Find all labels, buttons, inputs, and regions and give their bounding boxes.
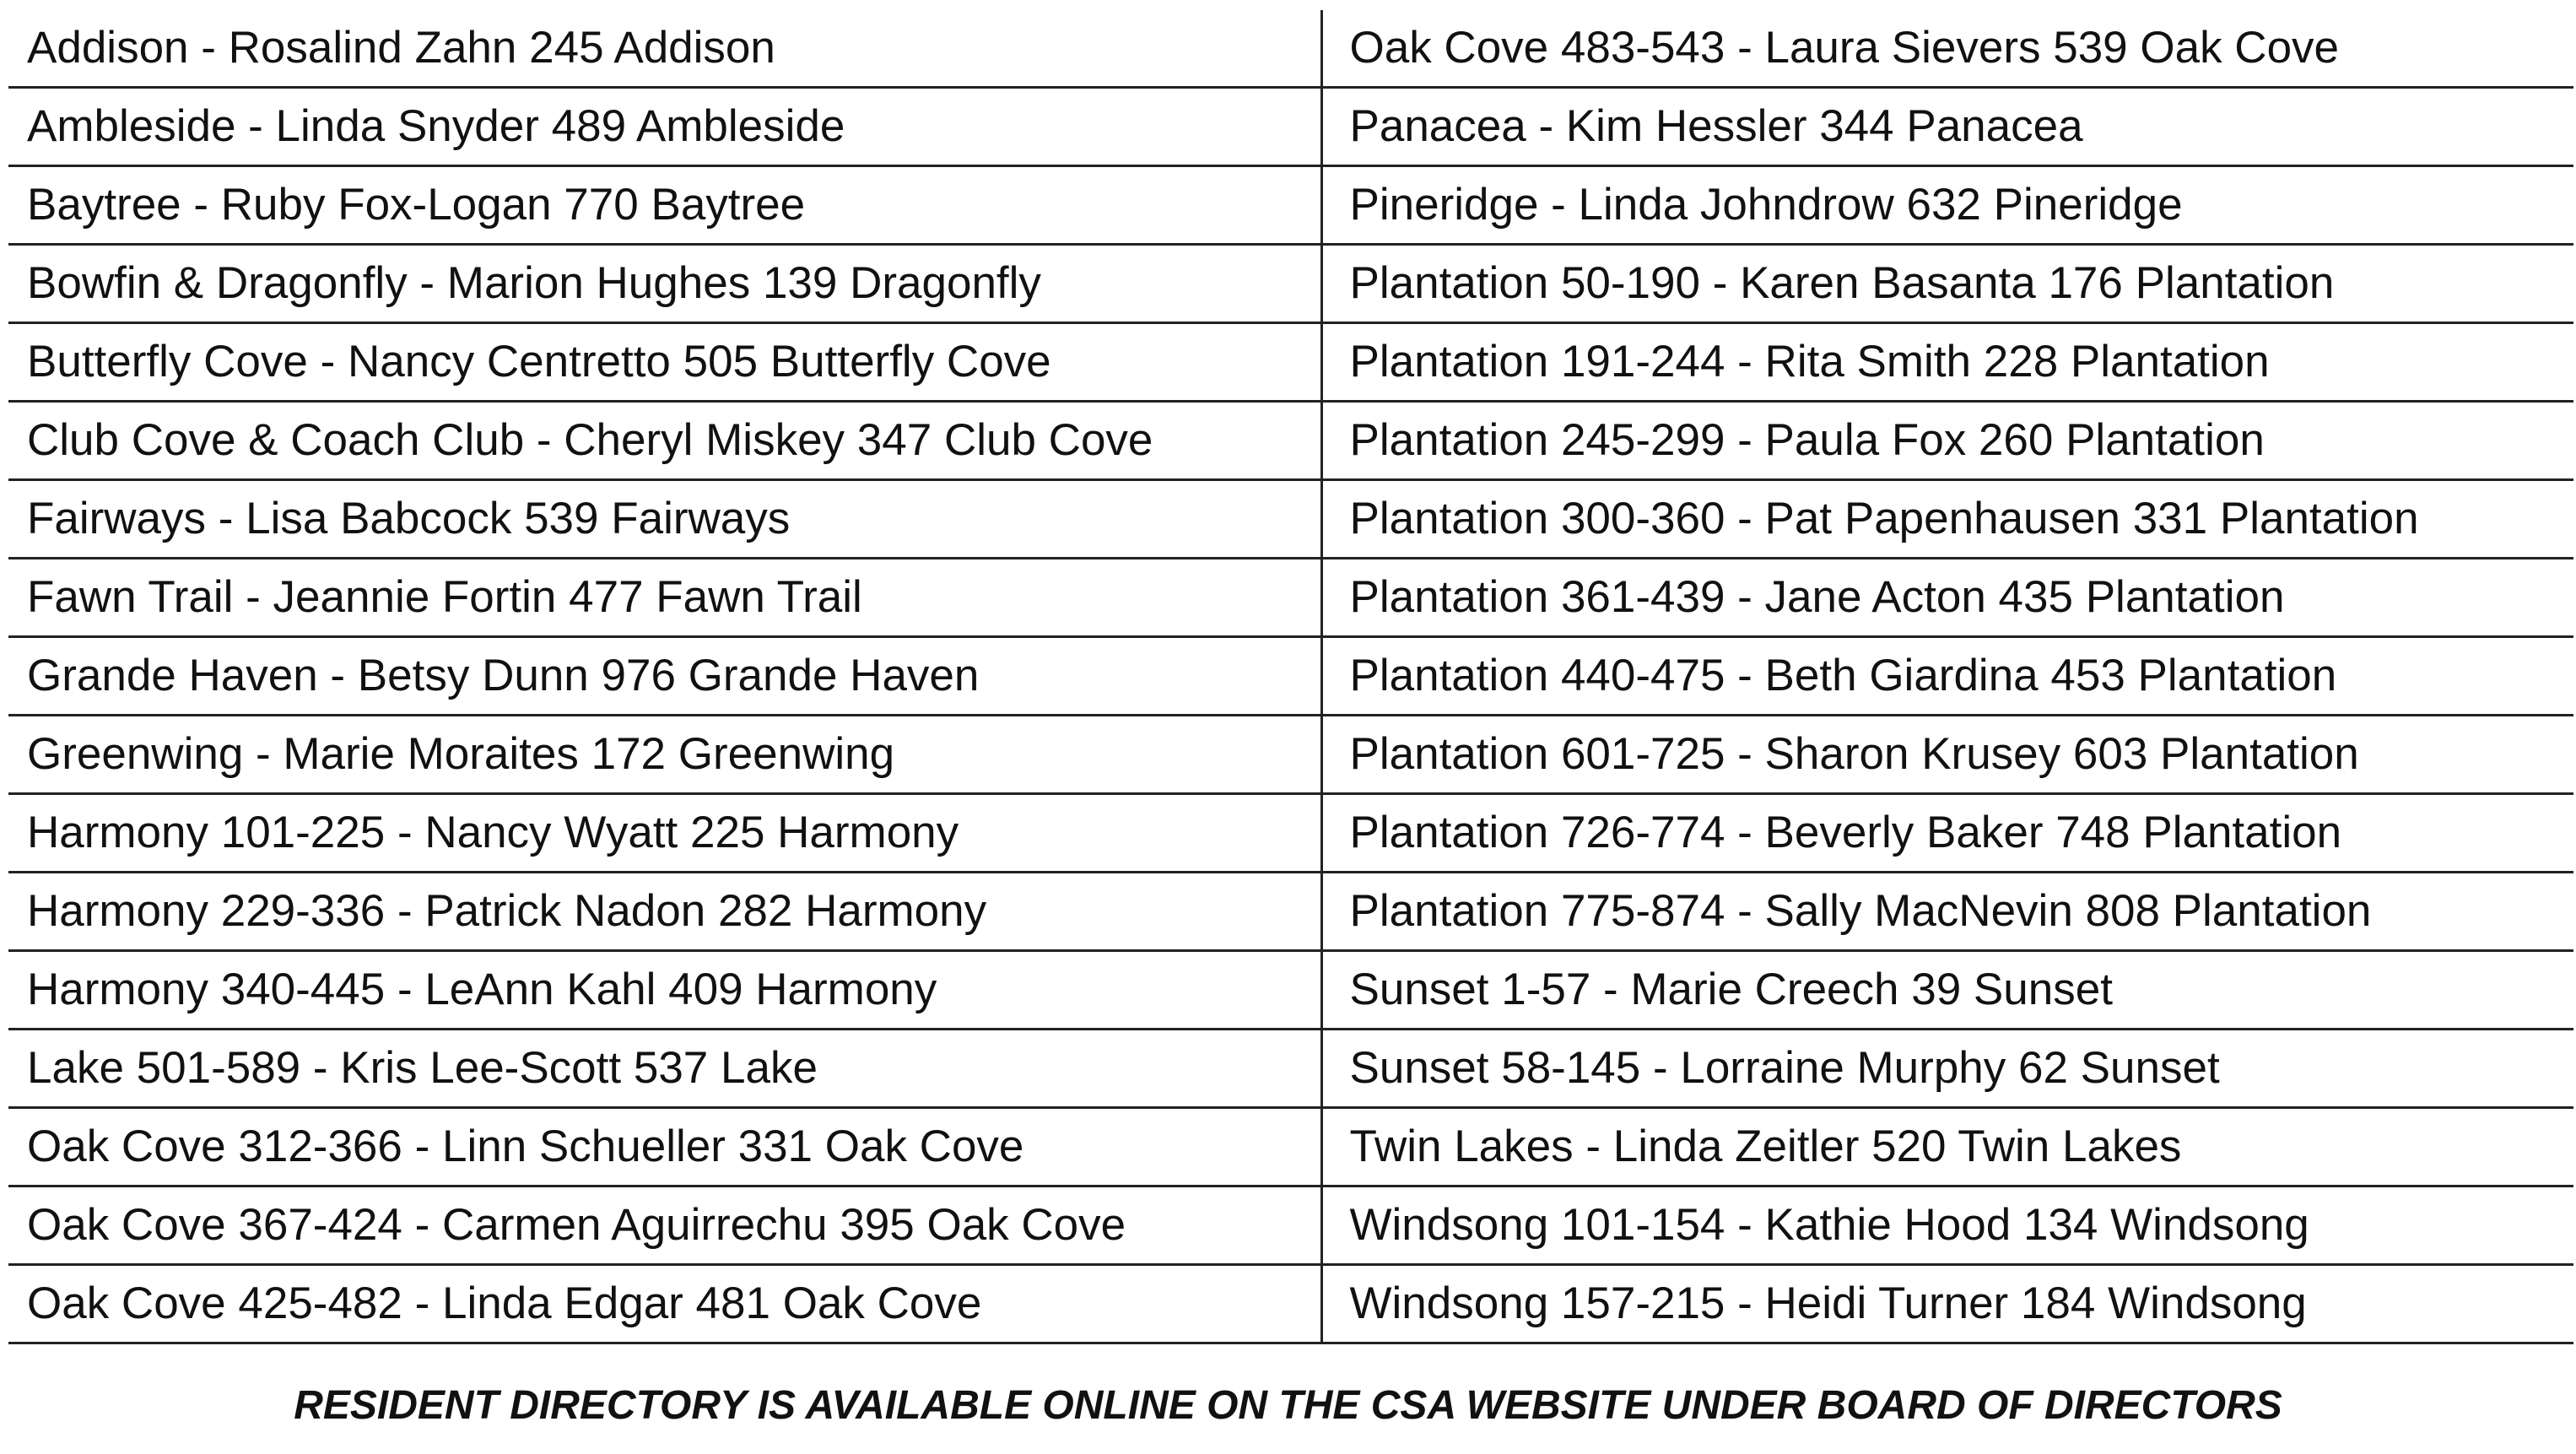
right-entry: Plantation 50-190 - Karen Basanta 176 Plantation [1321, 245, 2573, 323]
right-entry: Plantation 300-360 - Pat Papenhausen 331 Plantation [1321, 480, 2573, 559]
right-entry: Windsong 157-215 - Heidi Turner 184 Windsong [1321, 1265, 2573, 1343]
left-entry: Fawn Trail - Jeannie Fortin 477 Fawn Trail [8, 559, 1321, 637]
resident-directory-note: RESIDENT DIRECTORY IS AVAILABLE ONLINE ON THE CSA WEBSITE UNDER BOARD OF DIRECTORS [294, 1383, 2282, 1428]
left-entry: Grande Haven - Betsy Dunn 976 Grande Haven [8, 637, 1321, 716]
right-entry: Plantation 361-439 - Jane Acton 435 Plantation [1321, 559, 2573, 637]
right-entry: Pineridge - Linda Johndrow 632 Pineridge [1321, 166, 2573, 245]
right-entry: Twin Lakes - Linda Zeitler 520 Twin Lakes [1321, 1108, 2573, 1186]
table-row [8, 716, 2573, 794]
left-entry: Bowfin & Dragonfly - Marion Hughes 139 Dragonfly [8, 245, 1321, 323]
left-entry: Club Cove & Coach Club - Cheryl Miskey 347 Club Cove [8, 402, 1321, 480]
right-entry: Sunset 58-145 - Lorraine Murphy 62 Sunset [1321, 1030, 2573, 1108]
right-entry: Oak Cove 483-543 - Laura Sievers 539 Oak Cove [1321, 10, 2573, 88]
right-entry: Plantation 726-774 - Beverly Baker 748 Plantation [1321, 794, 2573, 873]
table-row [8, 402, 2573, 480]
table-row [8, 873, 2573, 951]
right-entry: Plantation 440-475 - Beth Giardina 453 Plantation [1321, 637, 2573, 716]
left-entry: Greenwing - Marie Moraites 172 Greenwing [8, 716, 1321, 794]
table-row [8, 1186, 2573, 1265]
table-row [8, 245, 2573, 323]
right-entry: Plantation 245-299 - Paula Fox 260 Plantation [1321, 402, 2573, 480]
left-entry: Harmony 101-225 - Nancy Wyatt 225 Harmony [8, 794, 1321, 873]
right-entry: Plantation 191-244 - Rita Smith 228 Plantation [1321, 323, 2573, 402]
left-entry: Oak Cove 312-366 - Linn Schueller 331 Oak Cove [8, 1108, 1321, 1186]
table-row [8, 951, 2573, 1030]
right-entry: Sunset 1-57 - Marie Creech 39 Sunset [1321, 951, 2573, 1030]
left-entry: Baytree - Ruby Fox-Logan 770 Baytree [8, 166, 1321, 245]
left-entry: Harmony 340-445 - LeAnn Kahl 409 Harmony [8, 951, 1321, 1030]
right-entry: Plantation 601-725 - Sharon Krusey 603 Plantation [1321, 716, 2573, 794]
left-entry: Butterfly Cove - Nancy Centretto 505 Butterfly Cove [8, 323, 1321, 402]
right-entry: Windsong 101-154 - Kathie Hood 134 Windsong [1321, 1186, 2573, 1265]
left-entry: Addison - Rosalind Zahn 245 Addison [8, 10, 1321, 88]
table-row [8, 480, 2573, 559]
left-entry: Ambleside - Linda Snyder 489 Ambleside [8, 88, 1321, 166]
table-row [8, 88, 2573, 166]
table-row [8, 559, 2573, 637]
table-row [8, 166, 2573, 245]
left-entry: Oak Cove 367-424 - Carmen Aguirrechu 395 Oak Cove [8, 1186, 1321, 1265]
table-row [8, 10, 2573, 88]
right-entry: Plantation 775-874 - Sally MacNevin 808 Plantation [1321, 873, 2573, 951]
table-row [8, 1108, 2573, 1186]
neighborhood-directory-table [8, 10, 2573, 1344]
table-row [8, 794, 2573, 873]
left-entry: Harmony 229-336 - Patrick Nadon 282 Harmony [8, 873, 1321, 951]
left-entry: Lake 501-589 - Kris Lee-Scott 537 Lake [8, 1030, 1321, 1108]
right-entry: Panacea - Kim Hessler 344 Panacea [1321, 88, 2573, 166]
table-row [8, 637, 2573, 716]
table-row [8, 1265, 2573, 1343]
left-entry: Oak Cove 425-482 - Linda Edgar 481 Oak Cove [8, 1265, 1321, 1343]
left-entry: Fairways - Lisa Babcock 539 Fairways [8, 480, 1321, 559]
table-row [8, 323, 2573, 402]
table-row [8, 1030, 2573, 1108]
